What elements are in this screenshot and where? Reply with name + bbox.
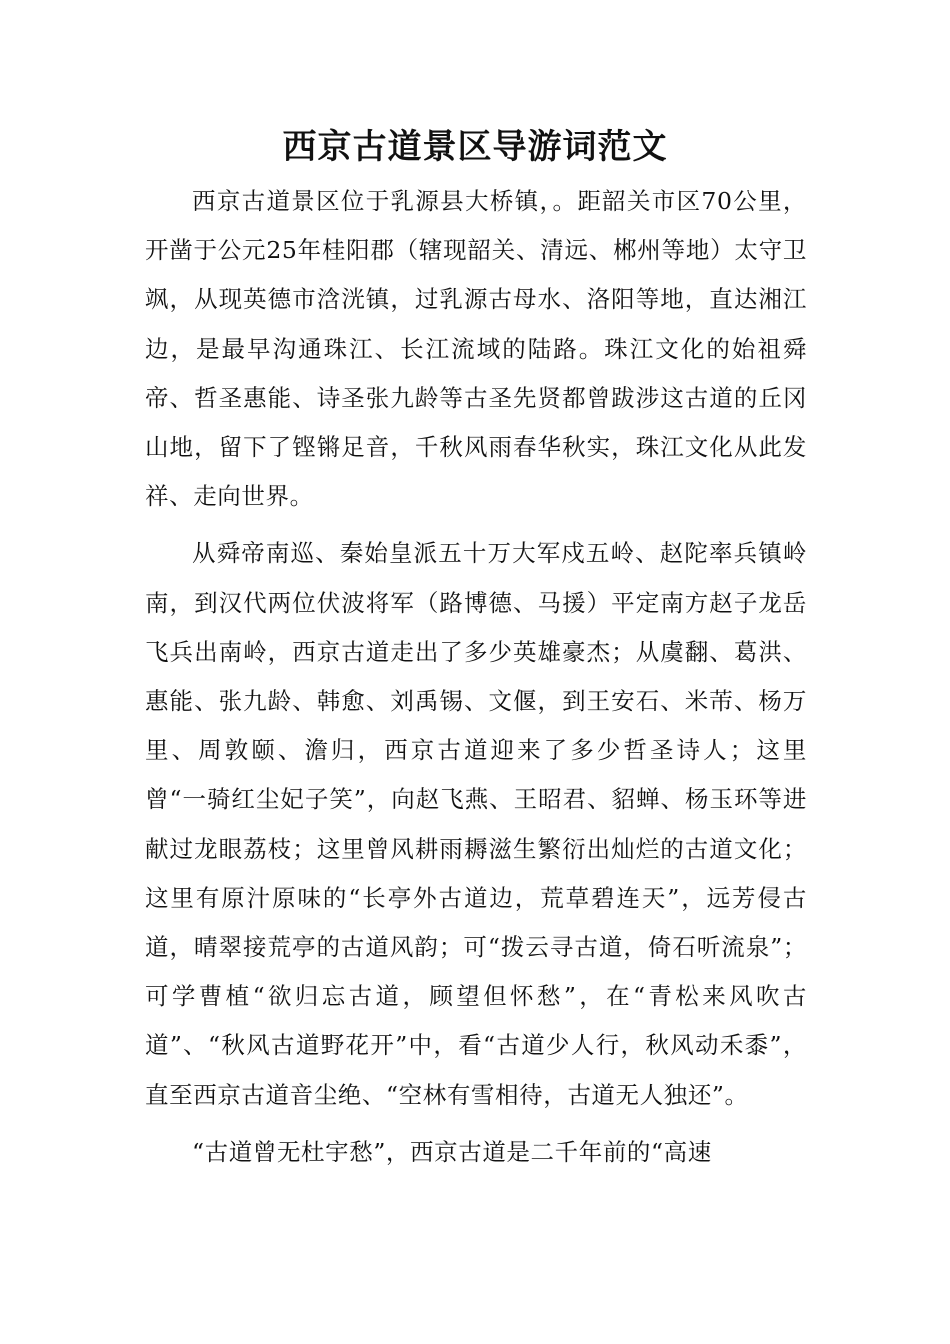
paragraph-3: “古道曾无杜宇愁”，西京古道是二千年前的“高速 [192, 1137, 712, 1166]
document-body [145, 177, 807, 1177]
paragraph-2: 从舜帝南巡、秦始皇派五十万大军戍五岭、赵陀率兵镇岭南，到汉代两位伏波将军（路博德、马援）平定南方赵子龙岳飞兵出南岭，西京古道走出了多少英雄豪杰；从虞翻、葛洪、惠能、张九龄、韩愈、刘禹锡、文偃，到王安石、米芾、杨万里、周敦颐、澹归，西京古道迎来了多少哲圣诗人；这里曾“一骑红尘妃子笑”，向赵飞燕、王昭君、貂蝉、杨玉环等进献过龙眼荔枝；这里曾风耕雨耨滋生繁衍出灿烂的古道文化；这里有原汁原味的“长亭外古道边，荒草碧连天”，远芳侵古道，晴翠接荒亭的古道风韵；可“拨云寻古道，倚石听流泉”；可学曹植“欲归忘古道，顾望但怀愁”，在“青松来风吹古道”、“秋风古道野花开”中，看“古道少人行，秋风动禾黍”，直至西京古道音尘绝、“空林有雪相待，古道无人独还”。 [145, 539, 807, 1109]
page-title: 西京古道景区导游词范文 [282, 127, 668, 167]
paragraph-1: 西京古道景区位于乳源县大桥镇，。距韶关市区70公里，开凿于公元25年桂阳郡（辖现韶关、清远、郴州等地）太守卫飒，从现英德市浛洸镇，过乳源古母水、洛阳等地，直达湘江边，是最早沟通珠江、长江流域的陆路。珠江文化的始祖舜帝、哲圣惠能、诗圣张九龄等古圣先贤都曾跋涉这古道的丘冈山地，留下了铿锵足音，千秋风雨春华秋实，珠江文化从此发祥、走向世界。 [145, 187, 807, 511]
